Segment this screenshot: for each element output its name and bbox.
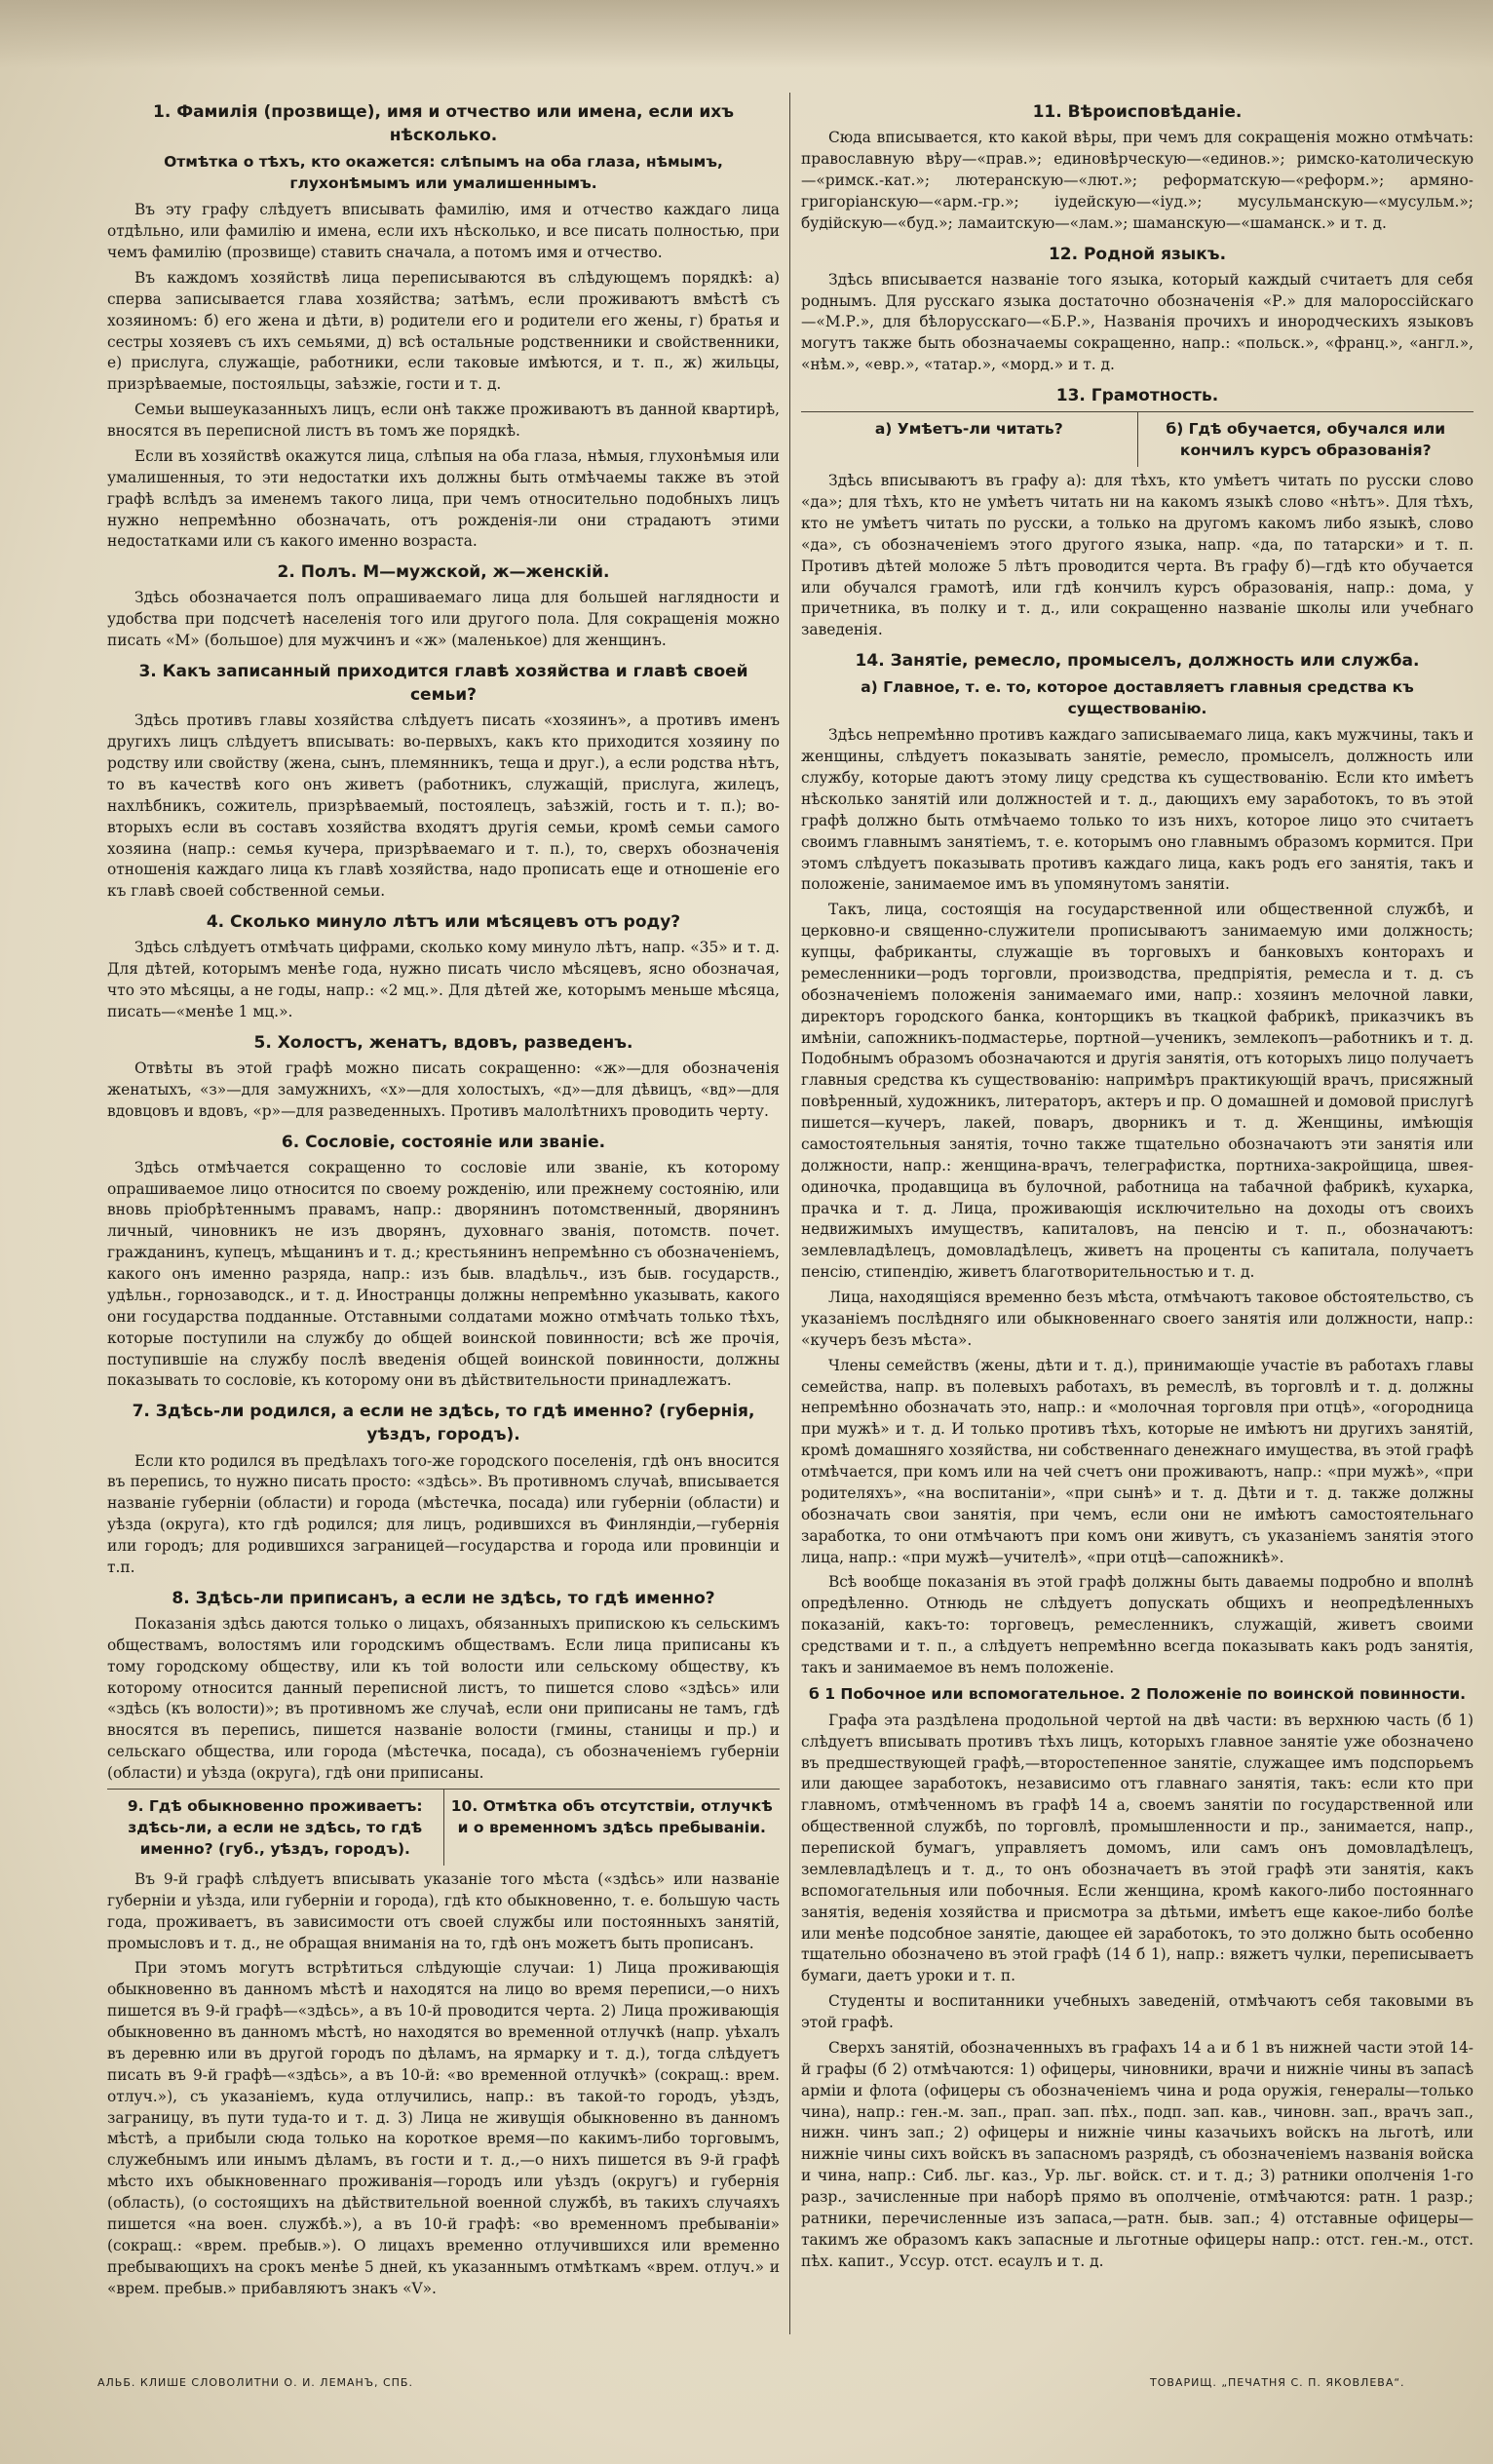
section-2-paragraph: Здѣсь обозначается полъ опрашиваемаго лица для большей наглядности и удобства при подсчетѣ населенія того или другого пола. Для сокращенія можно писать «М» (большое) для мужчинъ и «ж» (маленькое) для женщинъ. [107,589,780,650]
section-14-paragraph: Сверхъ занятій, обозначенныхъ въ графахъ 14 а и б 1 въ нижней части этой 14-й графы (б 2) отмѣчаются: 1) офицеры, чиновники, врачи и нижніе чины въ запасѣ арміи и флота (офицеры съ обозначеніемъ чина и рода оружія, генералы—только чина), напр.: ген.-м. зап., прап. зап. пѣх., подп. зап. кав., чиновн. зап., врачъ зап., нижн. чинъ зап.; 2) офицеры и нижніе чины казачьихъ войскъ на льготѣ, или нижніе чины сихъ войскъ въ запасномъ разрядѣ, съ обозначеніемъ названія войска и чина, напр.: Сиб. льг. каз., Ур. льг. войск. ст. и т. д.; 3) ратники ополченія 1-го разр., зачисленные при наборѣ прямо въ ополченіе, отмѣчаются: ратн. 1 разр.; ратники, перечисленные изъ запаса,—ратн. быв. зап.; 4) отставные офицеры—такимъ же образомъ какъ запасные и льготные офицеры напр.: отст. ген.-м., отст. пѣх. капит., Уссур. отст. есаулъ и т. д. [801,2038,1474,2270]
section-3-heading: 3. Какъ записанный приходится главѣ хозяйства и главѣ своей семьи? [138,662,748,706]
footer-printer: ТОВАРИЩ. „ПЕЧАТНЯ С. П. ЯКОВЛЕВА“. [1150,2376,1405,2389]
section-13a-heading: а) Умѣетъ-ли читать? [874,420,1063,439]
section-11-paragraph: Сюда вписывается, кто какой вѣры, при чемъ для сокращенія можно отмѣчать: православную вѣру—«прав.»; единовѣрческую—«единов.»; римско-католическую—«римск.-кат.»; лютеранскую—«лют.»; реформатскую—«реформ.»; армяно-григоріанскую—«арм.-гр.»; іудейскую—«іуд.»; мусульманскую—«мусульм.»; будійскую—«буд.»; ламаитскую—«лам.»; шаманскую—«шаманск.» и т. д. [801,129,1474,232]
section-1-paragraph: Въ эту графу слѣдуетъ вписывать фамилію, имя и отчество каждаго лица отдѣльно, или фамилію и имена, если ихъ нѣсколько, и все писать полностью, при чемъ фамилію (прозвище) ставить сначала, а потомъ имя и отчество. [107,201,780,261]
section-14-paragraph: Здѣсь непремѣнно противъ каждаго записываемаго лица, какъ мужчины, такъ и женщины, слѣдуетъ показывать занятіе, ремесло, промыселъ, должность или службу, которые даютъ этому лицу средства къ существованію. Если кто имѣетъ нѣсколько занятій или должностей и т. д., дающихъ ему заработокъ, то въ этой графѣ должно быть отмѣчаемо только то изъ нихъ, которое лицо это считаетъ своимъ главнымъ занятіемъ, т. е. которымъ оно главнымъ образомъ кормится. При этомъ слѣдуетъ показывать противъ каждаго лица, какъ родъ его занятія, такъ и положеніе, занимаемое имъ въ упомянутомъ занятіи. [801,726,1474,894]
section-9-paragraph: При этомъ могутъ встрѣтиться слѣдующіе случаи: 1) Лица проживающія обыкновенно въ данномъ мѣстѣ и находятся на лицо во время переписи,—о нихъ пишется въ 9-й графѣ—«здѣсь», а въ 10-й проводится черта. 2) Лица проживающія обыкновенно въ данномъ мѣстѣ, но находятся во временной отлучкѣ (напр. уѣхалъ въ деревню или въ другой городъ по дѣламъ, на ярмарку и т. д.), тогда слѣдуетъ писать въ 9-й графѣ—«здѣсь», а въ 10-й: «во временной отлучкѣ» (сокращ.: врем. отлуч.»), съ указаніемъ, куда отлучились, напр.: въ такой-то городъ, уѣздъ, заграницу, въ пути туда-то и т. д. 3) Лица не живущія обыкновенно въ данномъ мѣстѣ, а прибыли сюда только на короткое время—по какимъ-либо торговымъ, служебнымъ или инымъ дѣламъ, въ гости и т. д.,—о нихъ пишется въ 9-й графѣ мѣсто ихъ обыкновеннаго проживанія—городъ или уѣздъ (округъ) и губернія (область), (о состоящихъ на дѣйствительной военной службѣ, въ такихъ случаяхъ пишется «на воен. службѣ.»), а въ 10-й графѣ: «во временномъ пребываніи» (сокращ.: «врем. пребыв.»). О лицахъ временно отлучившихся или временно пребывающихъ на срокъ менѣе 5 дней, къ указаннымъ отмѣткамъ «врем. отлуч.» и «врем. пребыв.» прибавляютъ знакъ «V». [107,1959,780,2297]
section-1-paragraph: Въ каждомъ хозяйствѣ лица переписываются въ слѣдующемъ порядкѣ: а) сперва записывается глава хозяйства; затѣмъ, если проживаютъ вмѣстѣ съ хозяиномъ: б) его жена и дѣти, в) родители его и родители его жены, г) братья и сестры хозяевъ съ ихъ семьями, д) всѣ остальные родственники и свойственники, е) прислуга, служащіе, работники, если таковые имѣются, и т. п., ж) жильцы, призрѣваемые, постояльцы, заѣзжіе, гости и т. д. [107,268,780,394]
section-13-heading: 13. Грамотность. [1055,386,1219,405]
section-14-paragraph: Всѣ вообще показанія въ этой графѣ должны быть даваемы подробно и вполнѣ опредѣленно. Отнюдь не слѣдуетъ допускать общихъ и неопредѣленныхъ показаній, какъ-то: торговецъ, ремесленникъ, служащій, живетъ своими средствами и т. п., а слѣдуетъ непремѣнно всегда показывать какъ родъ занятія, такъ и занимаемое въ немъ положеніе. [801,1573,1474,1676]
section-5-paragraph: Отвѣты въ этой графѣ можно писать сокращенно: «ж»—для обозначенія женатыхъ, «з»—для замужнихъ, «х»—для холостыхъ, «д»—для дѣвицъ, «вд»—для вдовцовъ и вдовъ, «р»—для разведенныхъ. Противъ малолѣтнихъ проводить черту. [107,1059,780,1120]
section-14-paragraph: Студенты и воспитанники учебныхъ заведеній, отмѣчаютъ себя таковыми въ этой графѣ. [801,1992,1474,2031]
section-13a-cell [801,412,1137,467]
torn-top-edge [0,0,1493,68]
section-12-paragraph: Здѣсь вписывается названіе того языка, который каждый считаетъ для себя роднымъ. Для русскаго языка достаточно обозначенія «Р.» для малороссійскаго—«М.Р.», для бѣлорусскаго—«Б.Р.», Названія прочихъ и инородческихъ языковъ могутъ также быть обозначаемы сокращенно, напр.: «польск.», «франц.», «англ.», «нѣм.», «евр.», «татар.», «морд.» и т. д. [801,270,1474,374]
section-7-heading: 7. Здѣсь-ли родился, а если не здѣсь, то гдѣ именно? (губернія, уѣздъ, городъ). [132,1402,755,1445]
section-6-paragraph: Здѣсь отмѣчается сокращенно то сословіе или званіе, къ которому опрашиваемое лицо относится по своему рожденію, или прежнему состоянію, или вновь пріобрѣтеннымъ правамъ, напр.: дворянинъ потомственный, дворянинъ личный, чиновникъ не изъ дворянъ, духовнаго званія, потомств. почет. гражданинъ, купецъ, мѣщанинъ и т. д.; крестьянинъ непремѣнно съ обозначеніемъ, какого онъ именно разряда, напр.: изъ быв. владѣльч., изъ быв. государств., удѣльн., горнозаводск., и т. д. Иностранцы должны непремѣнно указывать, какого они государства подданные. Отставными солдатами можно отмѣчать только тѣхъ, которые поступили на службу до общей воинской повинности; всѣ же прочія, поступившіе на службу послѣ введенія общей воинской повинности, должны показывать то сословіе, къ которому они въ дѣйствительности принадлежатъ. [107,1158,780,1390]
section-7-paragraph: Если кто родился въ предѣлахъ того-же городского поселенія, гдѣ онъ вносится въ перепись, то нужно писать просто: «здѣсь». Въ противномъ случаѣ, вписывается названіе губерніи (области) и города (мѣстечка, посада) или губерніи (области) и уѣзда (округа), кто гдѣ родился; для лицъ, родившихся въ Финляндіи,—губернія или городъ; для родившихся заграницей—государства и города или провинціи и т.п. [107,1451,780,1576]
section-14-paragraph: Лица, находящіяся временно безъ мѣста, отмѣчаютъ таковое обстоятельство, съ указаніемъ послѣдняго или обыкновеннаго своего занятія или должности, напр.: «кучеръ безъ мѣста». [801,1289,1474,1349]
section-14-paragraph: Графа эта раздѣлена продольной чертой на двѣ части: въ верхнюю часть (б 1) слѣдуетъ вписывать противъ тѣхъ лицъ, которыхъ главное занятіе уже обозначено въ предшествующей графѣ,—второстепенное занятіе, служащее имъ подспорьемъ или дающее заработокъ, независимо отъ главнаго занятія, такъ: если кто при главномъ, отмѣченномъ въ графѣ 14 а, своемъ занятіи по государственной или общественной службѣ, по торговлѣ, промышленности и пр., занимается, напр., перепиской бумагъ, управляетъ домомъ, или самъ онъ домовладѣлецъ, землевладѣлецъ и т. д., то онъ обозначаетъ въ этой графѣ эти занятія, какъ вспомогательныя или побочныя. Если женщина, кромѣ какого-либо постояннаго занятія, веденія хозяйства и присмотра за дѣтьми, имѣетъ еще какое-либо болѣе или менѣе подсобное занятіе, дающее ей заработокъ, то это должно быть особенно тщательно обозначено въ этой графѣ (14 б 1), напр.: вяжетъ чулки, переписываетъ бумаги, даетъ уроки и т. п. [801,1711,1474,1985]
section-13-subheader [801,411,1474,467]
section-12-heading: 12. Родной языкъ. [1048,244,1227,264]
section-8-heading: 8. Здѣсь-ли приписанъ, а если не здѣсь, то гдѣ именно? [172,1588,715,1608]
section-9-heading: 9. Гдѣ обыкновенно проживаетъ: здѣсь-ли, а если не здѣсь, то гдѣ именно? (губ., уѣздъ, городъ). [127,1796,423,1858]
section-4-heading: 4. Сколько минуло лѣтъ или мѣсяцевъ отъ роду? [206,912,681,933]
section-3-paragraph: Здѣсь противъ главы хозяйства слѣдуетъ писать «хозяинъ», а противъ именъ другихъ лицъ слѣдуетъ вписывать: во-первыхъ, какъ кто приходится хозяину по родству или свойству (жена, сынъ, племянникъ, теща и друг.), а если родства нѣтъ, то въ качествѣ кого онъ живетъ (работникъ, служащій, прислуга, жилецъ, нахлѣбникъ, сожитель, призрѣваемый, постоялецъ, заѣзжій, гость и т. п.); во-вторыхъ если въ составъ хозяйства входятъ другія семьи, кромѣ семьи самого хозяина (напр.: семья кучера, призрѣваемаго и т. п.), то, сверхъ обозначенія отношенія каждаго лица къ главѣ хозяйства, надо прописать еще и отношеніе его къ главѣ своей собственной семьи. [107,712,780,901]
section-1-heading: 1. Фамилія (прозвище), имя и отчество или имена, если ихъ нѣсколько. [153,102,734,146]
section-13-paragraph: Здѣсь вписываютъ въ графу а): для тѣхъ, кто умѣетъ читать по русски слово «да»; для тѣхъ, кто не умѣетъ читать ни на какомъ языкѣ слово «нѣтъ». Для тѣхъ, кто не умѣетъ читать по русски, а только на другомъ какомъ либо языкѣ, слово «да», съ обозначеніемъ этого другого языка, напр. «да, по татарски» и т. п. Противъ дѣтей моложе 5 лѣтъ проводится черта. Въ графу б)—гдѣ кто обучается или обучался грамотѣ, или гдѣ кончилъ курсъ образованія, напр.: дома, у причетника, въ полку и т. д., или сокращенно названіе школы или учебнаго заведенія. [801,472,1474,639]
left-column [107,93,780,2334]
section-1-paragraph: Если въ хозяйствѣ окажутся лица, слѣпыя на оба глаза, нѣмыя, глухонѣмыя или умалишенныя, то эти недостатки ихъ должны быть отмѣчаемы также въ этой графѣ вслѣдъ за именемъ такого лица, при чемъ относительно подобныхъ лицъ нужно непремѣнно обозначать, отъ рожденія-ли они страдаютъ этими недостатками или съ какого именно возраста. [107,446,780,551]
section-1-subheading: Отмѣтка о тѣхъ, кто окажется: слѣпымъ на оба глаза, нѣмымъ, глухонѣмымъ или умалишеннымъ. [164,153,723,193]
section-4-paragraph: Здѣсь слѣдуетъ отмѣчать цифрами, сколько кому минуло лѣтъ, напр. «35» и т. д. Для дѣтей, которымъ менѣе года, нужно писать число мѣсяцевъ, ясно обозначая, что это мѣсяцы, а не годы, напр.: «2 мц.». Для дѣтей же, которымъ меньше мѣсяца, писать—«менѣе 1 мц.». [107,939,780,1020]
section-1-paragraph: Семьи вышеуказанныхъ лицъ, если онѣ также проживаютъ въ данной квартирѣ, вносятся въ переписной листъ въ томъ же порядкѣ. [107,401,780,440]
section-9-10-header [107,1789,780,1866]
section-14-heading: 14. Занятіе, ремесло, промыселъ, должность или служба. [855,651,1420,672]
section-11-heading: 11. Вѣроисповѣданіе. [1032,102,1243,122]
section-5-heading: 5. Холостъ, женатъ, вдовъ, разведенъ. [253,1032,633,1053]
column-divider [789,93,790,2334]
section-8-paragraph: Показанія здѣсь даются только о лицахъ, обязанныхъ припискою къ сельскимъ обществамъ, волостямъ или городскимъ обществамъ. Если лица приписаны къ тому городскому обществу, или къ той волости или сельскому обществу, къ которому относится данный переписной листъ, то пишется слово «здѣсь» или «здѣсь (къ волости)»; въ противномъ же случаѣ, если они приписаны не тамъ, гдѣ вносятся въ перепись, пишется названіе волости (гмины, станицы и пр.) и сельскаго общества, или города (мѣстечка, посада), съ обозначеніемъ губерніи (области) и уѣзда (округа), гдѣ они приписаны. [107,1614,780,1782]
section-9-header-cell [107,1790,443,1866]
section-14a-heading: а) Главное, т. е. то, которое доставляетъ главныя средства къ существованію. [861,678,1414,718]
section-10-heading: 10. Отмѣтка объ отсутствіи, отлучкѣ и о временномъ здѣсь пребываніи. [450,1796,773,1836]
section-14-paragraph: Члены семействъ (жены, дѣти и т. д.), принимающіе участіе въ работахъ главы семейства, напр. въ полевыхъ работахъ, въ ремеслѣ, въ торговлѣ и т. д. должны непремѣнно обозначать это, напр.: и «молочная торговля при отцѣ», «огородница при мужѣ» и т. д. И только противъ тѣхъ, которые не имѣютъ ни другихъ занятій, кромѣ домашняго хозяйства, ни собственнаго денежнаго имущества, въ этой графѣ отмѣчается, при комъ или на чей счетъ они проживаютъ, напр.: «при мужѣ», «при родителяхъ», «на воспитаніи», «при сынѣ» и т. д. Дѣти и т. д. также должны обозначать свои занятія, при чемъ, если они не имѣютъ самостоятельнаго заработка, то они отмѣчаютъ при комъ они живутъ, съ указаніемъ занятія этого лица, напр.: «при мужѣ—учителѣ», «при отцѣ—сапожникѣ». [801,1356,1474,1566]
section-14b-heading: б 1 Побочное или вспомогательное. 2 Положеніе по воинской повинности. [809,1684,1466,1703]
section-14-paragraph: Такъ, лица, состоящія на государственной или общественной службѣ, и церковно-и священно-служители прописываютъ занимаемую ими должность; купцы, фабриканты, служащіе въ торговыхъ и банковыхъ конторахъ и ремесленники—родъ торговли, производства, предпріятія, ремесла и т. д. съ обозначеніемъ положенія занимаемаго ими, напр.: хозяинъ мелочной лавки, директоръ городского банка, конторщикъ въ ткацкой фабрикѣ, приказчикъ въ имѣніи, сапожникъ-подмастерье, портной—ученикъ, землекопъ—работникъ и т. д. Подобнымъ образомъ обозначаются и другія занятія, отъ которыхъ лицо получаетъ главныя средства къ существованію: напримѣръ практикующій врачъ, присяжный повѣренный, художникъ, литераторъ, актеръ и пр. О домашней и домовой прислугѣ пишется—кучеръ, лакей, поваръ, дворникъ и т. д. Женщины, имѣющія самостоятельныя занятія, точно также тщательно обозначаютъ эти занятія или должности, напр.: женщина-врачъ, телеграфистка, портниха-закройщица, швея-одиночка, продавщица въ булочной, работница на табачной фабрикѣ, кухарка, прачка и т. д. Лица, проживающія исключительно на доходы отъ своихъ недвижимыхъ имуществъ, капиталовъ, на пенсію и т. п., обозначаютъ: землевладѣлецъ, домовладѣлецъ, живетъ на проценты съ капитала, получаетъ пенсію, стипендію, живетъ благотворительностью и т. д. [801,901,1474,1282]
section-13b-heading: б) Гдѣ обучается, обучался или кончилъ курсъ образованія? [1166,420,1446,460]
section-9-paragraph: Въ 9-й графѣ слѣдуетъ вписывать указаніе того мѣста («здѣсь» или названіе губерніи и уѣзда, или губерніи и города), гдѣ кто обыкновенно, т. е. большую часть года, проживаетъ, въ зависимости отъ своей службы или постоянныхъ занятій, промысловъ и т. д., не обращая вниманія на то, гдѣ онъ можетъ быть прописанъ. [107,1869,780,1952]
section-13b-cell [1137,412,1474,467]
section-10-header-cell [443,1790,781,1866]
section-2-heading: 2. Полъ. М—мужской, ж—женскій. [277,562,610,583]
right-column [801,93,1474,2334]
footer-typefoundry: АЛЬБ. КЛИШЕ СЛОВОЛИТНИ О. И. ЛЕМАНЪ, СПБ. [97,2376,413,2389]
section-6-heading: 6. Сословіе, состояніе или званіе. [281,1132,606,1152]
